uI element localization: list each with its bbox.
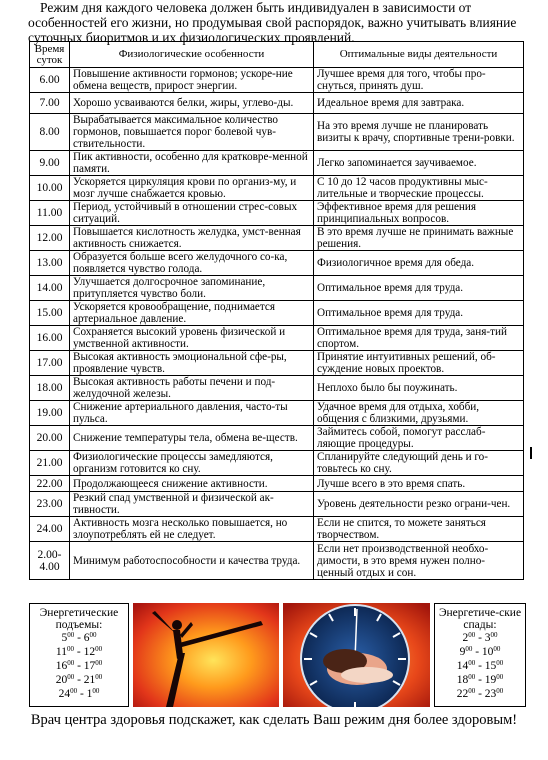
hour: 1: [86, 688, 93, 700]
table-row: [30, 426, 524, 451]
energy-downs-box: [434, 603, 526, 707]
time-cell: 17.00: [30, 351, 70, 376]
hour: 20: [55, 674, 68, 686]
hour: 6: [83, 632, 90, 644]
hour: 17: [83, 660, 96, 672]
activity-cell: Легко запоминается заучиваемое.: [314, 151, 524, 176]
minutes: 00: [67, 631, 75, 639]
hour: 21: [83, 674, 96, 686]
minutes: 00: [67, 673, 75, 681]
hour: 9: [459, 646, 466, 658]
text-cursor: [530, 447, 532, 459]
minutes: 00: [496, 673, 504, 681]
hour: 5: [61, 632, 68, 644]
activity-cell: Уровень деятельности резко ограни-чен.: [314, 492, 524, 517]
physiology-cell: Физиологические процессы замедляются, организм готовится ко сну.: [70, 451, 314, 476]
energy-down-slot: $9^{00} - 10^{00}$: [459, 645, 501, 658]
physiology-cell: Высокая активность работы печени и под-желудочной железы.: [70, 376, 314, 401]
minutes: 00: [95, 673, 103, 681]
hour: 15: [484, 660, 497, 672]
minutes: 00: [66, 645, 74, 653]
minutes: 00: [465, 645, 473, 653]
minutes: 00: [95, 659, 103, 667]
time-cell: 13.00: [30, 251, 70, 276]
minutes: 00: [468, 631, 476, 639]
activity-cell: Лучше всего в это время спать.: [314, 476, 524, 492]
dancer-sunset-image: [133, 603, 279, 707]
physiology-cell: Вырабатывается максимальное количество гормонов, повышается порог болевой чув-ствительности.: [70, 114, 314, 151]
minutes: 00: [468, 659, 476, 667]
time-cell: 21.00: [30, 451, 70, 476]
physiology-cell: Хорошо усваиваются белки, жиры, углево-ды.: [70, 93, 314, 114]
activity-cell: На это время лучше не планировать визиты к врачу, спортивные трени-ровки.: [314, 114, 524, 151]
activity-cell: Неплохо было бы поужинать.: [314, 376, 524, 401]
physiology-cell: Снижение температуры тела, обмена ве-ществ.: [70, 426, 314, 451]
time-cell: 20.00: [30, 426, 70, 451]
activity-cell: В это время лучше не принимать важные решения.: [314, 226, 524, 251]
time-cell: 24.00: [30, 517, 70, 542]
physiology-cell: Ускоряется кровообращение, поднимается артериальное давление.: [70, 301, 314, 326]
hour: 11: [55, 646, 67, 658]
header-physiology: Физиологические особенности: [70, 42, 314, 68]
time-cell: 9.00: [30, 151, 70, 176]
physiology-cell: Резкий спад умственной и физической ак-тивности.: [70, 492, 314, 517]
table-row: [30, 276, 524, 301]
table-row: [30, 176, 524, 201]
sleeping-clock-image: [283, 603, 430, 707]
time-cell: 23.00: [30, 492, 70, 517]
intro-paragraph: Режим дня каждого человека должен быть индивидуален в зависимости от особенностей его жизни, но продумывая свой распорядок, важно учитывать влияние суточных биоритмов и их физиологических проявлений.: [28, 0, 517, 45]
header-time: Время суток: [30, 42, 70, 68]
table-row: [30, 376, 524, 401]
minutes: 00: [496, 687, 504, 695]
table-row: [30, 226, 524, 251]
minutes: 00: [468, 687, 476, 695]
time-cell: 10.00: [30, 176, 70, 201]
activity-cell: Если не спится, то можете заняться творчеством.: [314, 517, 524, 542]
time-cell: 2.00-4.00: [30, 542, 70, 580]
physiology-cell: Повышается кислотность желудка, умст-венная активность снижается.: [70, 226, 314, 251]
physiology-cell: Образуется больше всего желудочного со-ка, появляется чувство голода.: [70, 251, 314, 276]
table-row: [30, 301, 524, 326]
physiology-cell: Сохраняется высокий уровень физической и умственной активности.: [70, 326, 314, 351]
table-row: [30, 542, 524, 580]
time-cell: 16.00: [30, 326, 70, 351]
hour: 3: [484, 632, 491, 644]
energy-up-slot: $11^{00} - 12^{00}$: [55, 645, 103, 658]
hour: 19: [484, 674, 497, 686]
table-row: [30, 201, 524, 226]
table-row: [30, 401, 524, 426]
energy-down-slot: $2^{00} - 3^{00}$: [462, 631, 498, 644]
table-row: [30, 93, 524, 114]
hour: 16: [55, 660, 68, 672]
time-cell: 8.00: [30, 114, 70, 151]
minutes: 00: [490, 631, 498, 639]
activity-cell: Займитесь собой, помогут расслаб-ляющие процедуры.: [314, 426, 524, 451]
physiology-cell: Минимум работоспособности и качества труда.: [70, 542, 314, 580]
hour: 22: [456, 688, 469, 700]
hour: 18: [456, 674, 469, 686]
physiology-cell: Высокая активность эмоциональной сфе-ры, проявление чувств.: [70, 351, 314, 376]
activity-cell: Оптимальное время для труда, заня-тий спортом.: [314, 326, 524, 351]
minutes: 00: [468, 673, 476, 681]
energy-down-slot: $14^{00} - 15^{00}$: [456, 659, 504, 672]
minutes: 00: [89, 631, 97, 639]
table-row: [30, 476, 524, 492]
hour: 12: [83, 646, 96, 658]
energy-down-slot: $18^{00} - 19^{00}$: [456, 673, 504, 686]
minutes: 00: [496, 659, 504, 667]
activity-cell: Если нет производственной необхо-димости, в это время нужен полно-ценный отдых и сон.: [314, 542, 524, 580]
hour: 23: [484, 688, 497, 700]
minutes: 00: [70, 687, 78, 695]
time-cell: 6.00: [30, 68, 70, 93]
activity-cell: С 10 до 12 часов продуктивны мыс-лительные и творческие процессы.: [314, 176, 524, 201]
energy-section: [29, 603, 526, 707]
energy-down-slot: $22^{00} - 23^{00}$: [456, 687, 504, 700]
hour: 2: [462, 632, 469, 644]
minutes: 00: [92, 687, 100, 695]
energy-ups-title: Энергетические подъемы:: [39, 607, 119, 631]
time-cell: 18.00: [30, 376, 70, 401]
activity-cell: Лучшее время для того, чтобы про-снуться, принять душ.: [314, 68, 524, 93]
physiology-cell: Повышение активности гормонов; ускоре-ние обмена веществ, прирост энергии.: [70, 68, 314, 93]
table-row: [30, 492, 524, 517]
hour: 14: [456, 660, 469, 672]
activity-cell: Идеальное время для завтрака.: [314, 93, 524, 114]
energy-downs-title: Энергетиче-ские спады:: [438, 607, 522, 631]
physiology-cell: Ускоряется циркуляция крови по организ-му, и мозг лучше снабжается кровью.: [70, 176, 314, 201]
physiology-cell: Продолжающееся снижение активности.: [70, 476, 314, 492]
activity-cell: Эффективное время для решения принципиальных вопросов.: [314, 201, 524, 226]
minutes: 00: [95, 645, 103, 653]
time-cell: 11.00: [30, 201, 70, 226]
activity-cell: Оптимальное время для труда.: [314, 301, 524, 326]
time-cell: 15.00: [30, 301, 70, 326]
time-cell: 22.00: [30, 476, 70, 492]
table-row: [30, 114, 524, 151]
energy-up-slot: $16^{00} - 17^{00}$: [55, 659, 103, 672]
activity-cell: Удачное время для отдыха, хобби, общения с близкими, друзьями.: [314, 401, 524, 426]
energy-ups-box: [29, 603, 129, 707]
physiology-cell: Улучшается долгосрочное запоминание, притупляется чувство боли.: [70, 276, 314, 301]
energy-up-slot: $20^{00} - 21^{00}$: [55, 673, 103, 686]
time-cell: 12.00: [30, 226, 70, 251]
table-row: [30, 326, 524, 351]
activity-cell: Спланируйте следующий день и го-товьтесь ко сну.: [314, 451, 524, 476]
physiology-cell: Пик активности, особенно для кратковре-менной памяти.: [70, 151, 314, 176]
header-activity: Оптимальные виды деятельности: [314, 42, 524, 68]
table-row: [30, 351, 524, 376]
hour: 24: [58, 688, 71, 700]
time-cell: 19.00: [30, 401, 70, 426]
physiology-cell: Снижение артериального давления, часто-ты пульса.: [70, 401, 314, 426]
physiology-cell: Активность мозга несколько повышается, но злоупотреблять ей не следует.: [70, 517, 314, 542]
time-cell: 7.00: [30, 93, 70, 114]
energy-ups-list: [30, 631, 128, 701]
activity-cell: Оптимальное время для труда.: [314, 276, 524, 301]
table-row: [30, 251, 524, 276]
physiology-cell: Период, устойчивый в отношении стрес-совых ситуаций.: [70, 201, 314, 226]
table-row: [30, 517, 524, 542]
minutes: 00: [67, 659, 75, 667]
daily-schedule-table: [29, 41, 524, 580]
energy-up-slot: $24^{00} - 1^{00}$: [58, 687, 100, 700]
hour: 10: [481, 646, 494, 658]
activity-cell: Физиологичное время для обеда.: [314, 251, 524, 276]
table-row: [30, 451, 524, 476]
footer-note: Врач центра здоровья подскажет, как сделать Ваш режим дня более здоровым!: [30, 712, 518, 728]
energy-up-slot: $5^{00} - 6^{00}$: [61, 631, 97, 644]
energy-downs-list: [435, 631, 525, 701]
table-row: [30, 151, 524, 176]
minutes: 00: [493, 645, 501, 653]
time-cell: 14.00: [30, 276, 70, 301]
table-row: [30, 68, 524, 93]
activity-cell: Принятие интуитивных решений, об-суждение новых проектов.: [314, 351, 524, 376]
